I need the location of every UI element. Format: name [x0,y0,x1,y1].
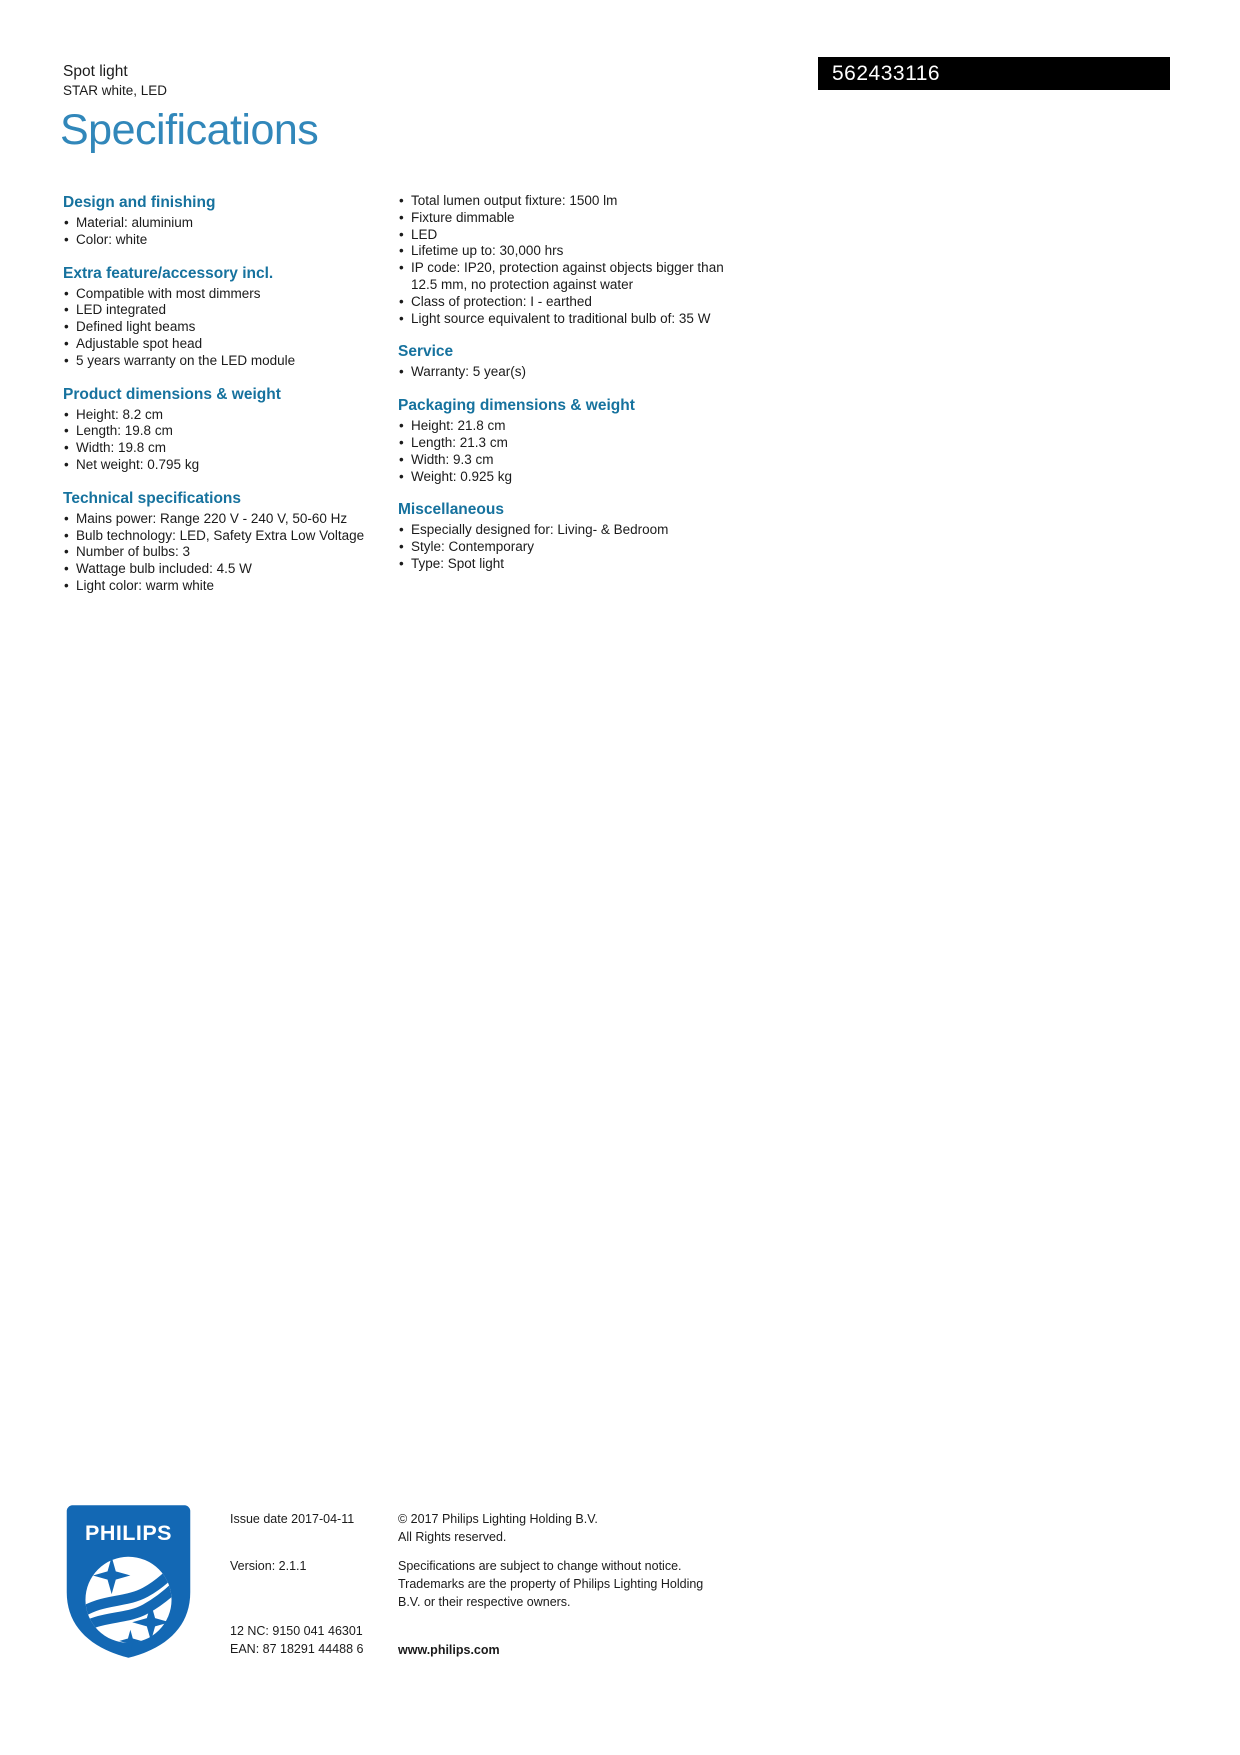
spec-section [63,264,398,370]
spec-item: • LED integrated [63,302,398,319]
section-title: Product dimensions & weight [63,385,281,403]
spec-item: • 5 years warranty on the LED module [63,353,398,370]
column-left [63,193,398,595]
spec-item: • Light color: warm white [63,578,398,595]
spec-item: • Height: 8.2 cm [63,407,398,424]
spec-item: • Defined light beams [63,319,398,336]
spec-item: • Number of bulbs: 3 [63,544,398,561]
section-title: Technical specifications [63,489,242,507]
spec-item: • Style: Contemporary [398,539,750,556]
spec-section [398,396,750,485]
section-title: Service [398,343,454,361]
bullet-list [398,522,750,572]
spec-section [63,193,398,249]
website-link[interactable]: www.philips.com [398,1643,500,1657]
spec-item: • Length: 21.3 cm [398,435,750,452]
page-title: Specifications [60,106,319,154]
spec-section [398,193,750,327]
ean-number: EAN: 87 18291 44488 6 [230,1642,364,1656]
philips-logo [63,1502,194,1662]
spec-section [63,385,398,474]
spec-columns [63,193,750,595]
spec-item: • Bulb technology: LED, Safety Extra Low Voltage [63,528,398,545]
spec-item: • Fixture dimmable [398,210,750,227]
spec-section [398,342,750,381]
section-title: Packaging dimensions & weight [398,397,635,415]
spec-item: • Compatible with most dimmers [63,286,398,303]
spec-item: • Adjustable spot head [63,336,398,353]
bullet-list [398,418,750,485]
copyright-line1: © 2017 Philips Lighting Holding B.V. [398,1512,598,1526]
issue-date: Issue date 2017-04-11 [230,1512,355,1526]
copyright [398,1510,720,1546]
spec-item: • IP code: IP20, protection against objects bigger than 12.5 mm, no protection against water [398,260,750,294]
spec-item: • Width: 19.8 cm [63,440,398,457]
spec-item: • Total lumen output fixture: 1500 lm [398,193,750,210]
spec-item: • Light source equivalent to traditional bulb of: 35 W [398,311,750,328]
spec-item: • Weight: 0.925 kg [398,469,750,486]
product-subtitle: STAR white, LED [63,83,168,98]
spec-item: • LED [398,227,750,244]
product-name: Spot light [63,63,128,80]
product-header [63,62,167,99]
spec-item: • Warranty: 5 year(s) [398,364,750,381]
section-title: Design and finishing [63,194,216,211]
section-title: Extra feature/accessory incl. [63,264,274,282]
bullet-list [63,215,398,249]
bullet-list [63,286,398,370]
philips-wordmark: PHILIPS [85,1520,172,1545]
spec-item: • Height: 21.8 cm [398,418,750,435]
bullet-list [398,193,750,327]
model-number-bar [818,57,1170,90]
spec-item: • Color: white [63,232,398,249]
spec-item: • Width: 9.3 cm [398,452,750,469]
nc-number: 12 NC: 9150 041 46301 [230,1624,363,1638]
spec-section [398,500,750,572]
bullet-list [398,364,750,381]
product-codes [230,1622,400,1658]
copyright-line2: All Rights reserved. [398,1530,507,1544]
spec-item: • Class of protection: I - earthed [398,294,750,311]
spec-item: • Material: aluminium [63,215,398,232]
disclaimer: Specifications are subject to change without notice. Trademarks are the property of Philips Lighting Holding B.V. or their respective owners. [398,1559,704,1609]
bullet-list [63,511,398,595]
spec-section [63,489,398,595]
model-number: 562433116 [832,61,941,85]
spec-item: • Type: Spot light [398,556,750,573]
section-title: Miscellaneous [398,501,504,519]
spec-item: • Mains power: Range 220 V - 240 V, 50-60 Hz [63,511,398,528]
version: Version: 2.1.1 [230,1559,307,1573]
spec-item: • Especially designed for: Living- & Bedroom [398,522,750,539]
column-right [398,193,750,573]
spec-item: • Net weight: 0.795 kg [63,457,398,474]
spec-item: • Wattage bulb included: 4.5 W [63,561,398,578]
bullet-list [63,407,398,474]
spec-item: • Lifetime up to: 30,000 hrs [398,243,750,260]
spec-item: • Length: 19.8 cm [63,423,398,440]
